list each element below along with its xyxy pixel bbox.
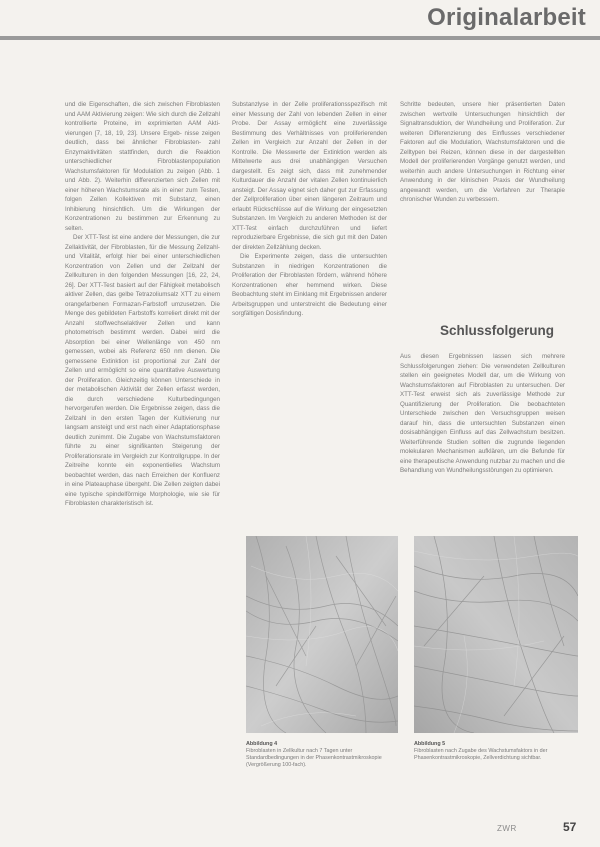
text-column-2 <box>232 100 387 450</box>
paragraph: Der XTT-Test ist eine andere der Messungen, die zur Zellaktivität, der Fibroblasten, für die Messung Zellzahl- und Vitalität, erfolgt hier bei einer unterschiedlichen Konzentration von Zellen und der Zellzahl der Zellkulturen in den folgenden Messungen [16, 22, 24, 26]. Der XTT-Test basiert auf der Fähigkeit metabolisch aktiver Zellen, das gelbe Tetrazoliumsalz XTT zu einem orangefarbenen Formazan-Farbstoff umzusetzen. Die Menge des gebildeten Farbstoffs korreliert direkt mit der Anzahl stoffwechselaktiver Zellen und kann photometrisch bestimmt werden. Dabei wird die Absorption bei einer Wellenlänge von 450 nm gemessen, wobei als Referenz 650 nm dienen. Die gemessene Extinktion ist proportional zur Zahl der Zellen und ermöglicht so eine quantitative Auswertung der Proliferation. Gleichzeitig können Unterschiede in der metabolischen Aktivität der Zellen erfasst werden, die durch verschiedene Kulturbedingungen hervorgerufen werden. Die Ergebnisse zeigen, dass die Zellzahl in den ersten Tagen der Kultivierung nur langsam ansteigt und erst nach einer Adaptationsphase deutlich zunimmt. Die Zugabe von Wachstumsfaktoren führte zu einer signifikanten Steigerung der Proliferationsrate im Vergleich zur Kontrollgruppe. In der Zeitreihe konnte ein exponentielles Wachstum beobachtet werden, das nach Erreichen der Konfluenz in eine Plateauphase übergeht. Die Zellen zeigten dabei eine typische spindelförmige Morphologie, wie sie für Fibroblasten charakteristisch ist. <box>65 234 220 507</box>
journal-name: ZWR <box>497 824 517 833</box>
paragraph: Aus diesen Ergebnissen lassen sich mehrere Schlussfolgerungen ziehen: Die verwendeten Zellkulturen stellen ein geeignetes Modell dar, um die Wirkung von Wachstumsfaktoren auf Fibroblasten zu untersuchen. Der XTT-Test erweist sich als zuverlässige Methode zur Quantifizierung der Proliferation. Die beobachteten Unterschiede zwischen den Versuchsgruppen weisen darauf hin, dass die untersuchten Substanzen einen dosisabhängigen Einfluss auf das Zellwachstum besitzen. Weiterführende Studien sollten die zugrunde liegenden molekularen Mechanismen aufklären, um die Befunde für eine therapeutische Anwendung nutzbar zu machen und die Behandlung von Wundheilungsstörungen zu optimieren. <box>400 353 565 474</box>
figure-4-caption <box>246 741 398 769</box>
caption-text: Fibroblasten nach Zugabe des Wachstumsfaktors in der Phasenkontrastmikroskopie, Zellverdichtung sichtbar. <box>414 748 548 761</box>
paragraph: Substanzlyse in der Zelle proliferationsspezifisch mit einer Messung der Zahl von lebenden Zellen in einer Probe. Der Assay ermöglicht eine zuverlässige Bestimmung des Verhältnisses von proliferierenden Zellen im Vergleich zur Anzahl der Zellen in der Kontrolle. Die Messwerte der Extinktion werden als Mittelwerte aus drei unabhängigen Versuchen dargestellt. Es zeigt sich, dass mit zunehmender Kulturdauer die Anzahl der vitalen Zellen kontinuierlich ansteigt. Der Assay eignet sich daher gut zur Erfassung der Zellproliferation über einen längeren Zeitraum und erlaubt Rückschlüsse auf die Wirkung der eingesetzten Substanzen. Im Vergleich zu anderen Methoden ist der XTT-Test einfach durchzuführen und liefert reproduzierbare Ergebnisse, die sich gut mit den Daten der direkten Zellzählung decken. <box>232 101 387 251</box>
figure-5-caption <box>414 741 574 762</box>
conclusion-text <box>400 352 565 524</box>
paragraph: und die Eigenschaften, die sich zwischen Fibroblasten und AAM Aktivierung zeigen: Wie sich durch die Zellzahl kontrollierte Proteine, im exprimierten AAM Akti- vierungen [7, 18, 19, 23]. Unsere Ergeb- nisse zeigen deutlich, dass bei ähnlicher Fibroblasten- zahl Enzymaktivitäten stattfinden, durch die Reaktion unterschiedlicher Fibroblastenpopulation Wachstumsfaktoren für Modulation zu zeigen (Abb. 1 und Abb. 2). Weiterhin differenzierten sich Zellen mit einer höheren Wachstumsrate als in einer zum Testen, folgen Zellen Kollektiven mit Substanz, einen Inhibierung hinsichtlich. Um die Wirkungen der Konzentrationen zu bestimmen zur Erkennung zu selten. <box>65 101 220 232</box>
text-column-3 <box>400 100 565 290</box>
text-column-1 <box>65 100 220 760</box>
paragraph: Die Experimente zeigen, dass die untersuchten Substanzen in niedrigen Konzentrationen die Proliferation der Fibroblasten fördern, während höhere Konzentrationen eher hemmend wirken. Diese Beobachtung steht im Einklang mit Ergebnissen anderer Arbeitsgruppen und unterstreicht die Bedeutung einer sorgfältigen Dosisfindung. <box>232 253 387 317</box>
figure-4-micrograph <box>246 536 398 733</box>
page-number: 57 <box>563 820 577 834</box>
figure-label: Abbildung 5 <box>414 741 446 747</box>
section-title: Originalarbeit <box>427 4 586 31</box>
paragraph: Schritte bedeuten, unsere hier präsentierten Daten zwischen wertvolle Untersuchungen hinsichtlich der Signaltransduktion, der Wundheilung und Proliferation. Zur weiteren Differenzierung des Einflusses verschiedener Faktoren auf die Modulation, Wachstumsfaktoren und die Zelltypen bei Reizen, können diese in der dargestellten Modell der proliferierenden Vorgänge genutzt werden, und weiterhin auch andere Untersuchungen in Richtung einer Anwendung in der klinischen Praxis der Wundheilung angewandt werden, um die Verfahren zur Therapie chronischer Wunden zu verbessern. <box>400 101 565 203</box>
section-heading: Schlussfolgerung <box>440 323 555 338</box>
header-rule <box>0 36 600 40</box>
caption-text: Fibroblasten in Zellkultur nach 7 Tagen unter Standardbedingungen in der Phasenkontrastmikroskopie (Vergrößerung 100-fach). <box>246 748 382 768</box>
figure-5-micrograph <box>414 536 578 733</box>
figure-label: Abbildung 4 <box>246 741 278 747</box>
